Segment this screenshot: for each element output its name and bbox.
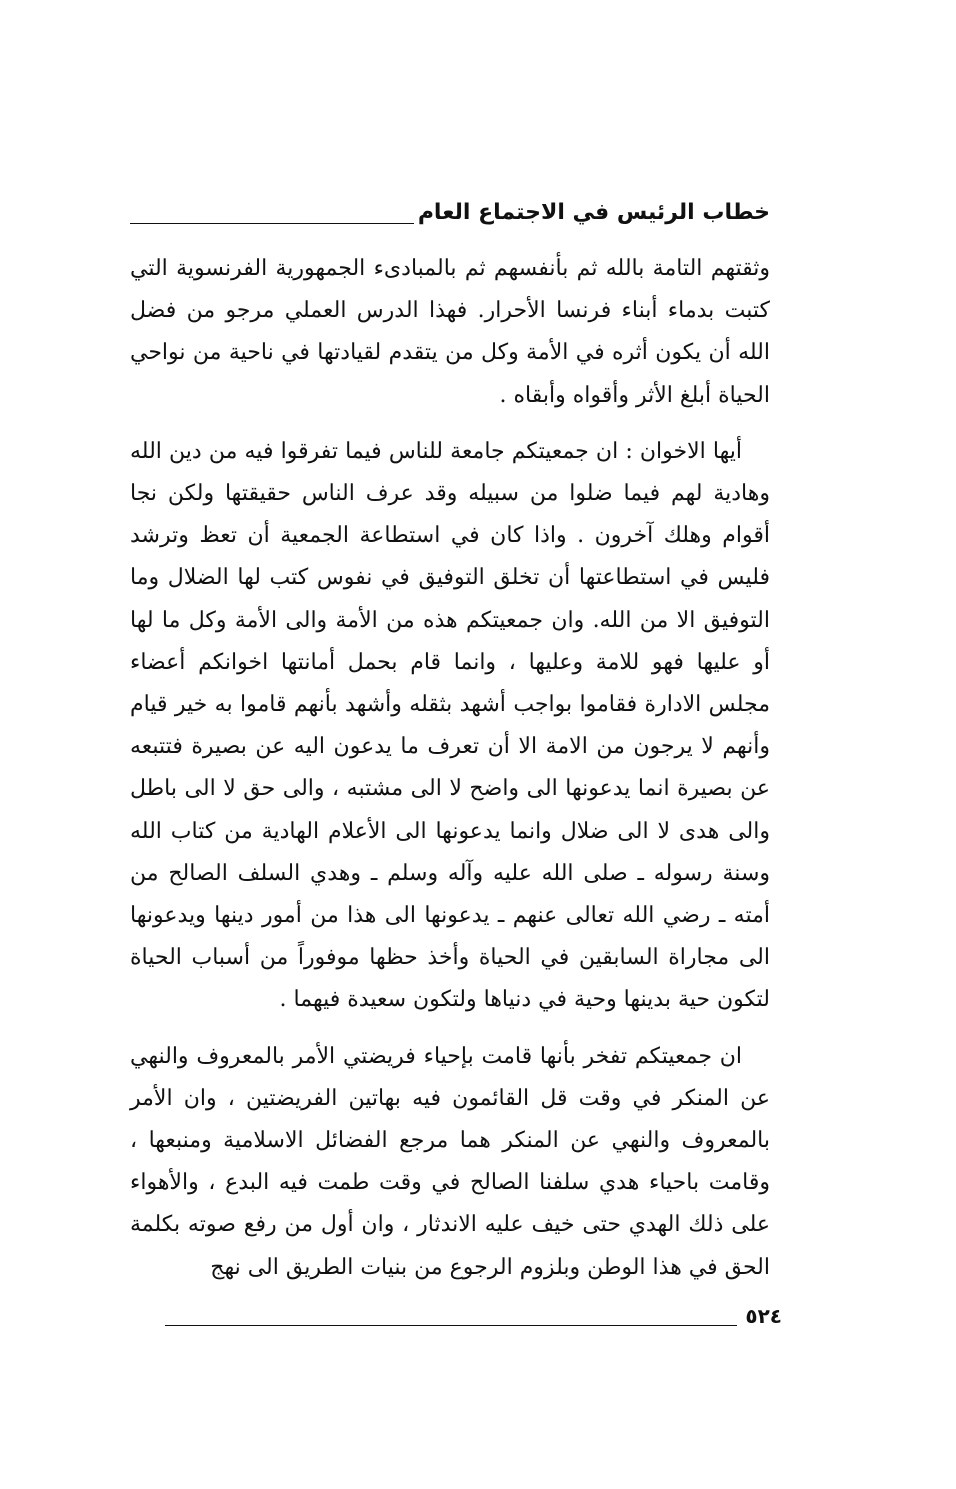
footer-rule	[165, 1325, 737, 1326]
paragraph-1: وثقتهم التامة بالله ثم بأنفسهم ثم بالمبادىء الجمهورية الفرنسوية التي كتبت بدماء أبناء فرنسا الأحرار. فهذا الدرس العملي مرجو من فضل الله أن يكون أثره في الأمة وكل من يتقدم لقيادتها في ناحية من نواحي الحياة أبلغ الأثر وأقواه وأبقاه .	[130, 256, 770, 408]
header-title: خطاب الرئيس في الاجتماع العام	[417, 200, 770, 225]
paragraph-3: ان جمعيتكم تفخر بأنها قامت بإحياء فريضتي الأمر بالمعروف والنهي عن المنكر في وقت قل القائمون فيه بهاتين الفريضتين ، وان الأمر بالمعروف والنهي عن المنكر هما مرجع الفضائل الاسلامية ومنبعها ، وقامت باحياء هدي سلفنا الصالح في وقت طمت فيه البدع ، والأهواء على ذلك الهدي حتى خيف عليه الاندثار ، وان أول من رفع صوته بكلمة الحق في هذا الوطن وبلزوم الرجوع من بنيات الطريق الى نهج	[130, 1043, 770, 1280]
page-number: ٥٢٤	[745, 1304, 782, 1328]
body-text	[130, 248, 770, 1289]
paragraph-2: أيها الاخوان : ان جمعيتكم جامعة للناس فيما تفرقوا فيه من دين الله وهادية لهم فيما ضلوا من سبيله وقد عرف الناس حقيقتها ولكن نجا أقوام وهلك آخرون . واذا كان في استطاعة الجمعية أن تعظ وترشد فليس في استطاعتها أن تخلق التوفيق في نفوس كتب لها الضلال وما التوفيق الا من الله. وان جمعيتكم هذه من الأمة والى الأمة وكل ما لها أو عليها فهو للامة وعليها ، وانما قام بحمل أمانتها اخوانكم أعضاء مجلس الادارة فقاموا بواجب أشهد بثقله وأشهد بأنهم قاموا به خير قيام وأنهم لا يرجون من الامة الا أن تعرف ما يدعون اليه عن بصيرة فتتبعه عن بصيرة انما يدعونها الى واضح لا الى مشتبه ، والى حق لا الى باطل والى هدى لا الى ضلال وانما يدعونها الى الأعلام الهادية من كتاب الله وسنة رسوله ـ صلى الله عليه وآله وسلم ـ وهدي السلف الصالح من أمته ـ رضي الله تعالى عنهم ـ يدعونها الى هذا من أمور دينها ويدعونها الى مجاراة السابقين في الحياة وأخذ حظها موفوراً من أسباب الحياة لتكون حية بدينها وحية في دنياها ولتكون سعيدة فيهما .	[130, 438, 771, 1013]
running-header	[130, 188, 770, 228]
page-footer	[142, 1296, 782, 1332]
header-rule	[130, 223, 414, 224]
